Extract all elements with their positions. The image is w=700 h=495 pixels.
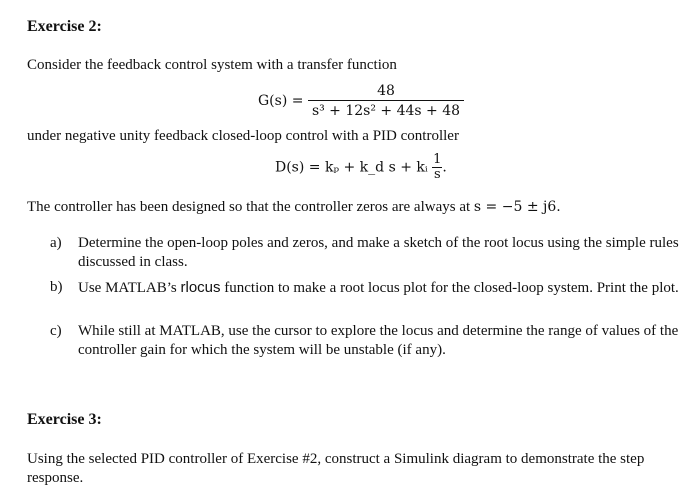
G-denominator: s³ + 12s² + 44s + 48 [308, 100, 464, 120]
D-frac-numerator: 1 [433, 152, 442, 167]
item-a-text: Determine the open-loop poles and zeros, and make a sketch of the root locus using the simple rules discussed in class. [78, 235, 679, 270]
closed-loop-text: under negative unity feedback closed-loop control with a PID controller [27, 128, 459, 144]
item-c-label: c) [50, 323, 62, 339]
exercise-2-heading: Exercise 2: [27, 18, 102, 35]
G-fraction [308, 82, 464, 120]
list-item-c [50, 322, 690, 362]
item-b-text-after: function to make a root locus plot for the closed-loop system. Print the plot. [220, 280, 679, 296]
zeros-value: s = −5 ± j6. [473, 199, 561, 215]
item-b-label: b) [50, 279, 63, 295]
D-frac-denominator: s [433, 167, 441, 182]
item-c-text: While still at MATLAB, use the cursor to explore the locus and determine the range of values of the controller gain for which the system will be unstable (if any). [78, 323, 679, 358]
D-lhs: D(s) = kₚ + k_d s + kᵢ [275, 159, 428, 176]
list-item-a [50, 234, 690, 274]
item-a-label: a) [50, 235, 62, 251]
item-b-text-before: Use MATLAB’s [78, 280, 181, 296]
list-item-b [50, 278, 690, 318]
controller-D [275, 153, 447, 182]
G-numerator: 48 [377, 83, 395, 99]
exercise-3-heading: Exercise 3: [27, 411, 102, 428]
zeros-text: The controller has been designed so that the controller zeros are always at [27, 199, 474, 215]
rlocus-code: rlocus [180, 279, 221, 296]
D-fraction [432, 153, 442, 182]
D-end: . [442, 159, 447, 176]
controller-zeros-text [27, 199, 561, 216]
exercise-3-text: Using the selected PID controller of Exercise #2, construct a Simulink diagram to demonstrate the step response. [27, 451, 645, 486]
exercise-2-intro: Consider the feedback control system with a transfer function [27, 57, 397, 73]
transfer-function-G [258, 82, 464, 120]
item-b-text [78, 278, 686, 298]
G-lhs: G(s) = [258, 93, 304, 109]
